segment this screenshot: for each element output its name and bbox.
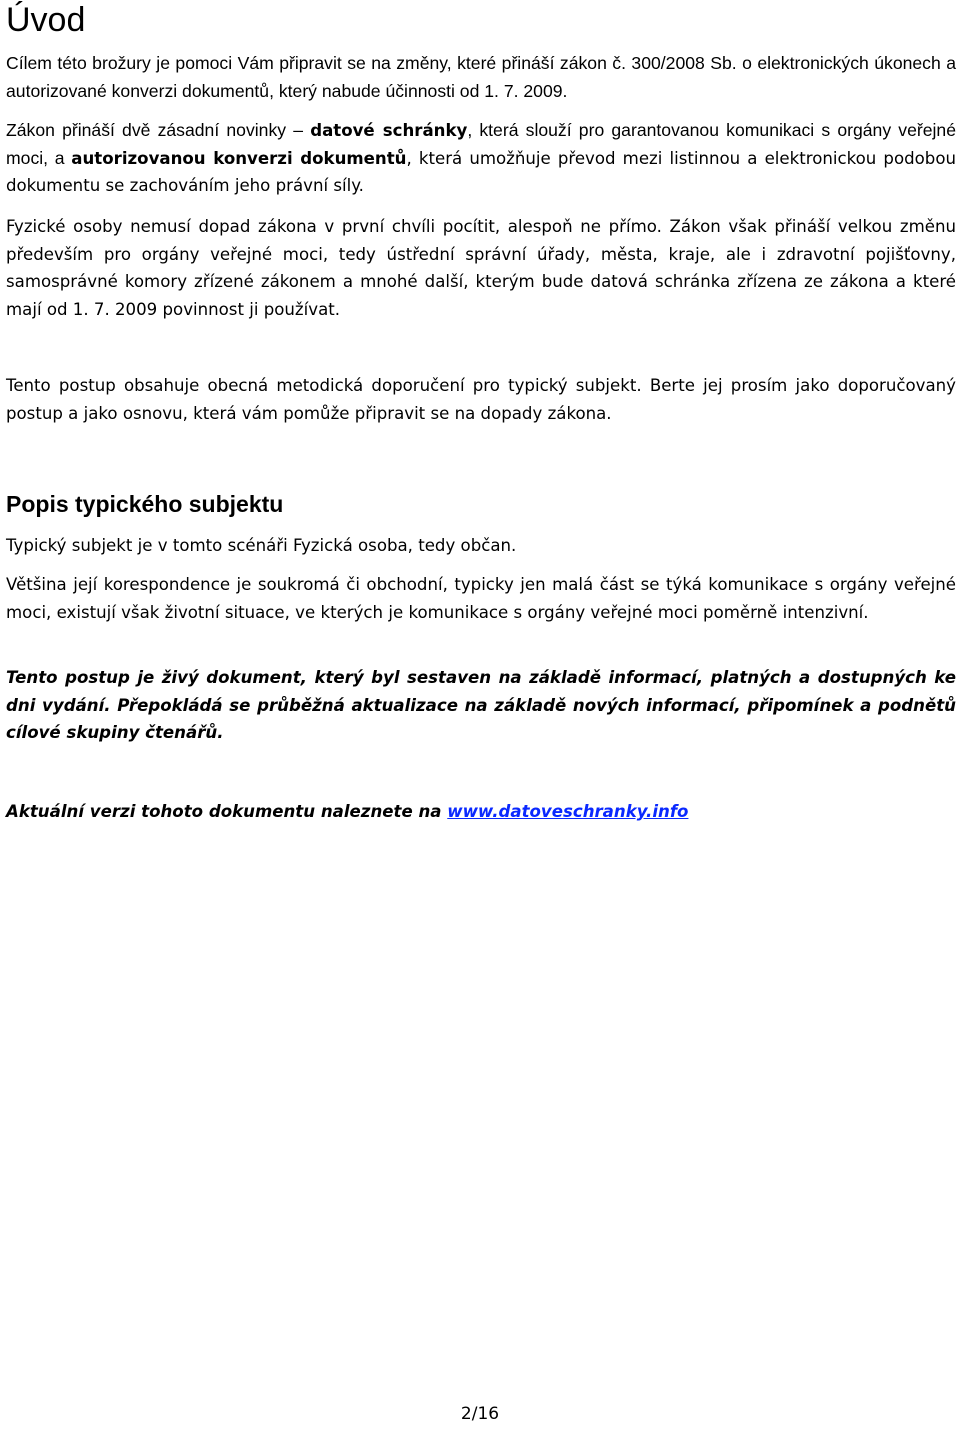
novelties-text-2: , která slouží pro garantovanou komunikaci s orgány veřejné moci, a — [6, 120, 956, 168]
novelties-text-3: , která umožňuje převod mezi listinnou a elektronickou podobou dokumentu se zachováním jeho právní síly. — [6, 148, 956, 195]
page-number: 2/16 — [460, 1404, 500, 1424]
page-title: Úvod — [6, 1, 86, 39]
living-document-paragraph: Tento postup je živý dokument, který byl sestaven na základě informací, platných a dostupných ke dni vydání. Přepokládá se průběžná aktualizace na základě nových informací, připomínek a podnětů cílové skupiny čtenářů. — [6, 668, 956, 742]
novelties-text-1: Zákon přináší dvě zásadní novinky – — [6, 120, 311, 140]
novelties-paragraph — [6, 117, 956, 200]
novelties-bold-2: autorizovanou konverzi dokumentů — [71, 148, 407, 168]
website-link[interactable]: www.datoveschranky.info — [447, 802, 689, 821]
novelties-bold-1: datové schránky — [310, 121, 468, 140]
correspondence-paragraph: Většina její korespondence je soukromá či obchodní, typicky jen malá část se týká komunikace s orgány veřejné moci, existují však životní situace, ve kterých je komunikace s orgány veřejné moci poměrně intenzivní. — [6, 575, 956, 622]
subject-paragraph: Typický subjekt je v tomto scénáři Fyzická osoba, tedy občan. — [6, 536, 517, 555]
intro-paragraph: Cílem této brožury je pomoci Vám připravit se na změny, které přináší zákon č. 300/2008 Sb. o elektronických úkonech a autorizované konverzi dokumentů, který nabude účinnosti od 1. 7. 2009. — [6, 53, 956, 101]
section-heading: Popis typického subjektu — [6, 491, 284, 517]
current-version-text: Aktuální verzi tohoto dokumentu naleznete na — [6, 802, 448, 821]
method-paragraph: Tento postup obsahuje obecná metodická doporučení pro typický subjekt. Berte jej prosím jako doporučovaný postup a jako osnovu, která vám pomůže připravit se na dopady zákona. — [6, 376, 956, 423]
current-version-paragraph — [6, 798, 956, 826]
impact-paragraph: Fyzické osoby nemusí dopad zákona v první chvíli pocítit, alespoň ne přímo. Zákon však přináší velkou změnu především pro orgány veřejné moci, tedy ústřední správní úřady, města, kraje, ale i zdravotní pojišťovny, samosprávné komory zřízené zákonem a mnohé další, kterým bude datová schránka zřízena ze zákona a které mají od 1. 7. 2009 povinnost ji používat. — [6, 217, 956, 319]
